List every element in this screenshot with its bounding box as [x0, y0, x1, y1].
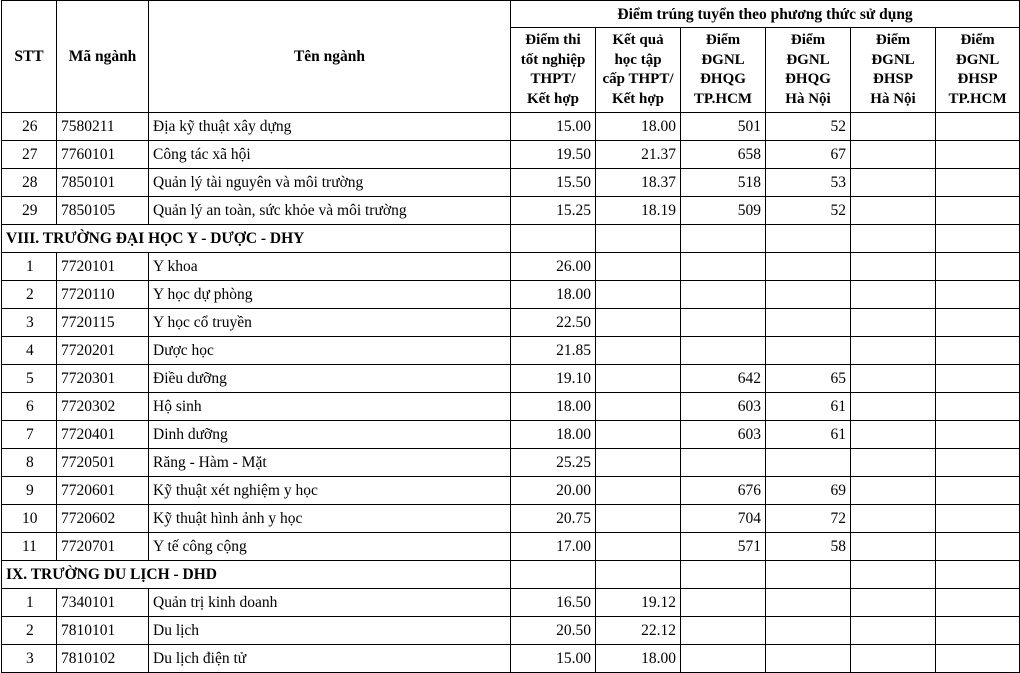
score-dgnl-hcm-cell: 518 — [681, 169, 766, 197]
major-name-cell: Kỹ thuật xét nghiệm y học — [149, 477, 511, 505]
score-dgnl-hn-cell: 52 — [766, 113, 851, 141]
empty-cell — [766, 225, 851, 253]
table-row — [2, 617, 1020, 645]
table-row — [2, 421, 1020, 449]
score-dgnl-hcm-cell — [681, 281, 766, 309]
score-dgnl-hcm-cell — [681, 645, 766, 673]
score-dgnl-hcm-cell: 571 — [681, 533, 766, 561]
major-name-cell: Răng - Hàm - Mặt — [149, 449, 511, 477]
score-thpt-cell: 15.25 — [511, 197, 596, 225]
major-name-cell: Quản lý an toàn, sức khỏe và môi trường — [149, 197, 511, 225]
stt-cell: 7 — [2, 421, 57, 449]
score-thpt-cell: 19.50 — [511, 141, 596, 169]
code-cell: 7720701 — [57, 533, 149, 561]
major-name-cell: Địa kỹ thuật xây dựng — [149, 113, 511, 141]
stt-header: STT — [2, 1, 57, 113]
score-hoc-ba-cell — [596, 253, 681, 281]
score-dgnl-hn-cell: 69 — [766, 477, 851, 505]
score-dhsp-hcm-cell — [936, 589, 1020, 617]
score-hoc-ba-cell: 18.37 — [596, 169, 681, 197]
stt-cell: 1 — [2, 589, 57, 617]
table-header — [2, 1, 1020, 113]
score-dgnl-hcm-cell: 676 — [681, 477, 766, 505]
major-name-cell: Y khoa — [149, 253, 511, 281]
score-dgnl-hcm-cell — [681, 253, 766, 281]
score-dhsp-hcm-cell — [936, 169, 1020, 197]
score-thpt-cell: 17.00 — [511, 533, 596, 561]
method-header-dgnl-hcm — [681, 28, 766, 113]
score-dgnl-hcm-cell: 603 — [681, 421, 766, 449]
score-hoc-ba-cell — [596, 421, 681, 449]
score-dhsp-hn-cell — [851, 169, 936, 197]
score-hoc-ba-cell: 19.12 — [596, 589, 681, 617]
score-thpt-cell: 20.00 — [511, 477, 596, 505]
score-hoc-ba-cell — [596, 449, 681, 477]
score-dhsp-hn-cell — [851, 253, 936, 281]
score-dgnl-hn-cell: 72 — [766, 505, 851, 533]
score-dgnl-hn-cell: 67 — [766, 141, 851, 169]
table-row — [2, 449, 1020, 477]
stt-cell: 28 — [2, 169, 57, 197]
code-header: Mã ngành — [57, 1, 149, 113]
table-body — [2, 113, 1020, 673]
stt-cell: 4 — [2, 337, 57, 365]
stt-cell: 27 — [2, 141, 57, 169]
table-row — [2, 141, 1020, 169]
empty-cell — [681, 225, 766, 253]
score-dgnl-hcm-cell — [681, 589, 766, 617]
stt-cell: 1 — [2, 253, 57, 281]
table-row — [2, 589, 1020, 617]
score-dgnl-hn-cell: 58 — [766, 533, 851, 561]
name-header: Tên ngành — [149, 1, 511, 113]
method-header-label: Điểm ĐGNL ĐHQG Hà Nội — [785, 32, 831, 107]
score-thpt-cell: 20.75 — [511, 505, 596, 533]
method-header-label: Điểm ĐGNL ĐHSP Hà Nội — [870, 32, 916, 107]
score-dhsp-hn-cell — [851, 505, 936, 533]
score-thpt-cell: 15.00 — [511, 113, 596, 141]
score-hoc-ba-cell — [596, 337, 681, 365]
score-dgnl-hcm-cell — [681, 617, 766, 645]
method-header-dhsp-hcm — [936, 28, 1020, 113]
score-dgnl-hn-cell — [766, 281, 851, 309]
major-name-cell: Y tế công cộng — [149, 533, 511, 561]
score-dhsp-hcm-cell — [936, 645, 1020, 673]
code-cell: 7720110 — [57, 281, 149, 309]
score-hoc-ba-cell — [596, 281, 681, 309]
score-thpt-cell: 19.10 — [511, 365, 596, 393]
score-thpt-cell: 16.50 — [511, 589, 596, 617]
table-row — [2, 169, 1020, 197]
method-header-thpt — [511, 28, 596, 113]
stt-cell: 3 — [2, 645, 57, 673]
stt-cell: 26 — [2, 113, 57, 141]
score-dhsp-hn-cell — [851, 337, 936, 365]
score-dgnl-hn-cell: 61 — [766, 393, 851, 421]
stt-cell: 2 — [2, 617, 57, 645]
table-row — [2, 533, 1020, 561]
score-thpt-cell: 26.00 — [511, 253, 596, 281]
table-row — [2, 645, 1020, 673]
score-dgnl-hcm-cell — [681, 449, 766, 477]
score-hoc-ba-cell: 18.00 — [596, 113, 681, 141]
score-dgnl-hn-cell — [766, 253, 851, 281]
table-row — [2, 113, 1020, 141]
stt-cell: 11 — [2, 533, 57, 561]
score-dgnl-hn-cell — [766, 589, 851, 617]
major-name-cell: Kỹ thuật hình ảnh y học — [149, 505, 511, 533]
score-hoc-ba-cell — [596, 393, 681, 421]
code-cell: 7760101 — [57, 141, 149, 169]
admission-scores-table — [1, 0, 1020, 673]
method-header-label: Điểm thi tốt nghiệp THPT/ Kết hợp — [520, 32, 586, 107]
score-dhsp-hcm-cell — [936, 365, 1020, 393]
score-hoc-ba-cell: 21.37 — [596, 141, 681, 169]
score-dgnl-hcm-cell — [681, 337, 766, 365]
score-thpt-cell: 21.85 — [511, 337, 596, 365]
score-dhsp-hcm-cell — [936, 393, 1020, 421]
section-row — [2, 561, 1020, 589]
empty-cell — [766, 561, 851, 589]
empty-cell — [851, 225, 936, 253]
score-dhsp-hn-cell — [851, 197, 936, 225]
score-dgnl-hcm-cell: 704 — [681, 505, 766, 533]
major-name-cell: Y học dự phòng — [149, 281, 511, 309]
score-thpt-cell: 18.00 — [511, 421, 596, 449]
score-hoc-ba-cell — [596, 505, 681, 533]
score-hoc-ba-cell — [596, 309, 681, 337]
score-dhsp-hcm-cell — [936, 309, 1020, 337]
code-cell: 7810102 — [57, 645, 149, 673]
score-dhsp-hcm-cell — [936, 477, 1020, 505]
code-cell: 7720602 — [57, 505, 149, 533]
code-cell: 7720601 — [57, 477, 149, 505]
code-cell: 7720201 — [57, 337, 149, 365]
stt-cell: 2 — [2, 281, 57, 309]
code-cell: 7720501 — [57, 449, 149, 477]
score-dgnl-hn-cell: 61 — [766, 421, 851, 449]
empty-cell — [511, 225, 596, 253]
major-name-cell: Du lịch — [149, 617, 511, 645]
empty-cell — [596, 561, 681, 589]
score-dhsp-hn-cell — [851, 281, 936, 309]
score-dhsp-hn-cell — [851, 309, 936, 337]
stt-cell: 9 — [2, 477, 57, 505]
score-thpt-cell: 25.25 — [511, 449, 596, 477]
code-cell: 7810101 — [57, 617, 149, 645]
method-header-hoc-ba — [596, 28, 681, 113]
stt-cell: 10 — [2, 505, 57, 533]
score-dgnl-hn-cell — [766, 617, 851, 645]
score-dhsp-hn-cell — [851, 477, 936, 505]
major-name-cell: Quản lý tài nguyên và môi trường — [149, 169, 511, 197]
table-row — [2, 505, 1020, 533]
code-cell: 7340101 — [57, 589, 149, 617]
score-dhsp-hn-cell — [851, 421, 936, 449]
group-header: Điểm trúng tuyển theo phương thức sử dụng — [511, 1, 1020, 28]
table-row — [2, 253, 1020, 281]
empty-cell — [681, 561, 766, 589]
score-dgnl-hcm-cell — [681, 309, 766, 337]
score-dhsp-hn-cell — [851, 365, 936, 393]
section-title: VIII. TRƯỜNG ĐẠI HỌC Y - DƯỢC - DHY — [2, 225, 511, 253]
empty-cell — [936, 561, 1020, 589]
score-hoc-ba-cell — [596, 533, 681, 561]
score-dhsp-hn-cell — [851, 617, 936, 645]
stt-cell: 3 — [2, 309, 57, 337]
code-cell: 7850105 — [57, 197, 149, 225]
score-dgnl-hn-cell: 52 — [766, 197, 851, 225]
table-row — [2, 477, 1020, 505]
table-row — [2, 365, 1020, 393]
score-dhsp-hcm-cell — [936, 421, 1020, 449]
score-dhsp-hcm-cell — [936, 253, 1020, 281]
code-cell: 7720302 — [57, 393, 149, 421]
score-dhsp-hcm-cell — [936, 141, 1020, 169]
score-dgnl-hn-cell — [766, 309, 851, 337]
major-name-cell: Dinh dưỡng — [149, 421, 511, 449]
major-name-cell: Điều dưỡng — [149, 365, 511, 393]
score-dgnl-hn-cell — [766, 449, 851, 477]
score-dgnl-hn-cell: 65 — [766, 365, 851, 393]
score-hoc-ba-cell: 18.19 — [596, 197, 681, 225]
score-dhsp-hcm-cell — [936, 337, 1020, 365]
score-dhsp-hcm-cell — [936, 449, 1020, 477]
score-dhsp-hn-cell — [851, 533, 936, 561]
stt-cell: 6 — [2, 393, 57, 421]
major-name-cell: Dược học — [149, 337, 511, 365]
stt-cell: 29 — [2, 197, 57, 225]
code-cell: 7720115 — [57, 309, 149, 337]
score-dhsp-hn-cell — [851, 449, 936, 477]
major-name-cell: Hộ sinh — [149, 393, 511, 421]
score-dgnl-hn-cell: 53 — [766, 169, 851, 197]
method-header-label: Điểm ĐGNL ĐHQG TP.HCM — [693, 32, 753, 107]
major-name-cell: Du lịch điện tử — [149, 645, 511, 673]
method-header-label: Điểm ĐGNL ĐHSP TP.HCM — [948, 32, 1007, 107]
score-dhsp-hcm-cell — [936, 281, 1020, 309]
score-thpt-cell: 15.50 — [511, 169, 596, 197]
score-dgnl-hcm-cell: 603 — [681, 393, 766, 421]
score-hoc-ba-cell: 18.00 — [596, 645, 681, 673]
table-row — [2, 309, 1020, 337]
score-hoc-ba-cell — [596, 365, 681, 393]
section-title: IX. TRƯỜNG DU LỊCH - DHD — [2, 561, 511, 589]
code-cell: 7720301 — [57, 365, 149, 393]
code-cell: 7850101 — [57, 169, 149, 197]
score-dhsp-hcm-cell — [936, 505, 1020, 533]
score-dhsp-hcm-cell — [936, 533, 1020, 561]
score-thpt-cell: 18.00 — [511, 281, 596, 309]
major-name-cell: Quản trị kinh doanh — [149, 589, 511, 617]
score-thpt-cell: 22.50 — [511, 309, 596, 337]
method-header-label: Kết quả học tập cấp THPT/ Kết hợp — [602, 32, 674, 107]
table-row — [2, 281, 1020, 309]
code-cell: 7720401 — [57, 421, 149, 449]
score-dgnl-hcm-cell: 642 — [681, 365, 766, 393]
table-row — [2, 337, 1020, 365]
major-name-cell: Công tác xã hội — [149, 141, 511, 169]
score-dhsp-hcm-cell — [936, 617, 1020, 645]
empty-cell — [596, 225, 681, 253]
score-dhsp-hn-cell — [851, 393, 936, 421]
section-row — [2, 225, 1020, 253]
code-cell: 7580211 — [57, 113, 149, 141]
major-name-cell: Y học cổ truyền — [149, 309, 511, 337]
score-dgnl-hcm-cell: 509 — [681, 197, 766, 225]
empty-cell — [511, 561, 596, 589]
stt-cell: 8 — [2, 449, 57, 477]
score-dhsp-hcm-cell — [936, 197, 1020, 225]
score-dhsp-hn-cell — [851, 141, 936, 169]
score-dhsp-hn-cell — [851, 589, 936, 617]
table-row — [2, 197, 1020, 225]
method-header-dgnl-hn — [766, 28, 851, 113]
score-dhsp-hn-cell — [851, 645, 936, 673]
score-hoc-ba-cell — [596, 477, 681, 505]
score-dhsp-hcm-cell — [936, 113, 1020, 141]
empty-cell — [851, 561, 936, 589]
score-dgnl-hn-cell — [766, 337, 851, 365]
score-thpt-cell: 15.00 — [511, 645, 596, 673]
table-row — [2, 393, 1020, 421]
score-thpt-cell: 18.00 — [511, 393, 596, 421]
method-header-dhsp-hn — [851, 28, 936, 113]
code-cell: 7720101 — [57, 253, 149, 281]
score-dgnl-hcm-cell: 501 — [681, 113, 766, 141]
score-thpt-cell: 20.50 — [511, 617, 596, 645]
score-dgnl-hn-cell — [766, 645, 851, 673]
empty-cell — [936, 225, 1020, 253]
score-dhsp-hn-cell — [851, 113, 936, 141]
score-dgnl-hcm-cell: 658 — [681, 141, 766, 169]
score-hoc-ba-cell: 22.12 — [596, 617, 681, 645]
stt-cell: 5 — [2, 365, 57, 393]
